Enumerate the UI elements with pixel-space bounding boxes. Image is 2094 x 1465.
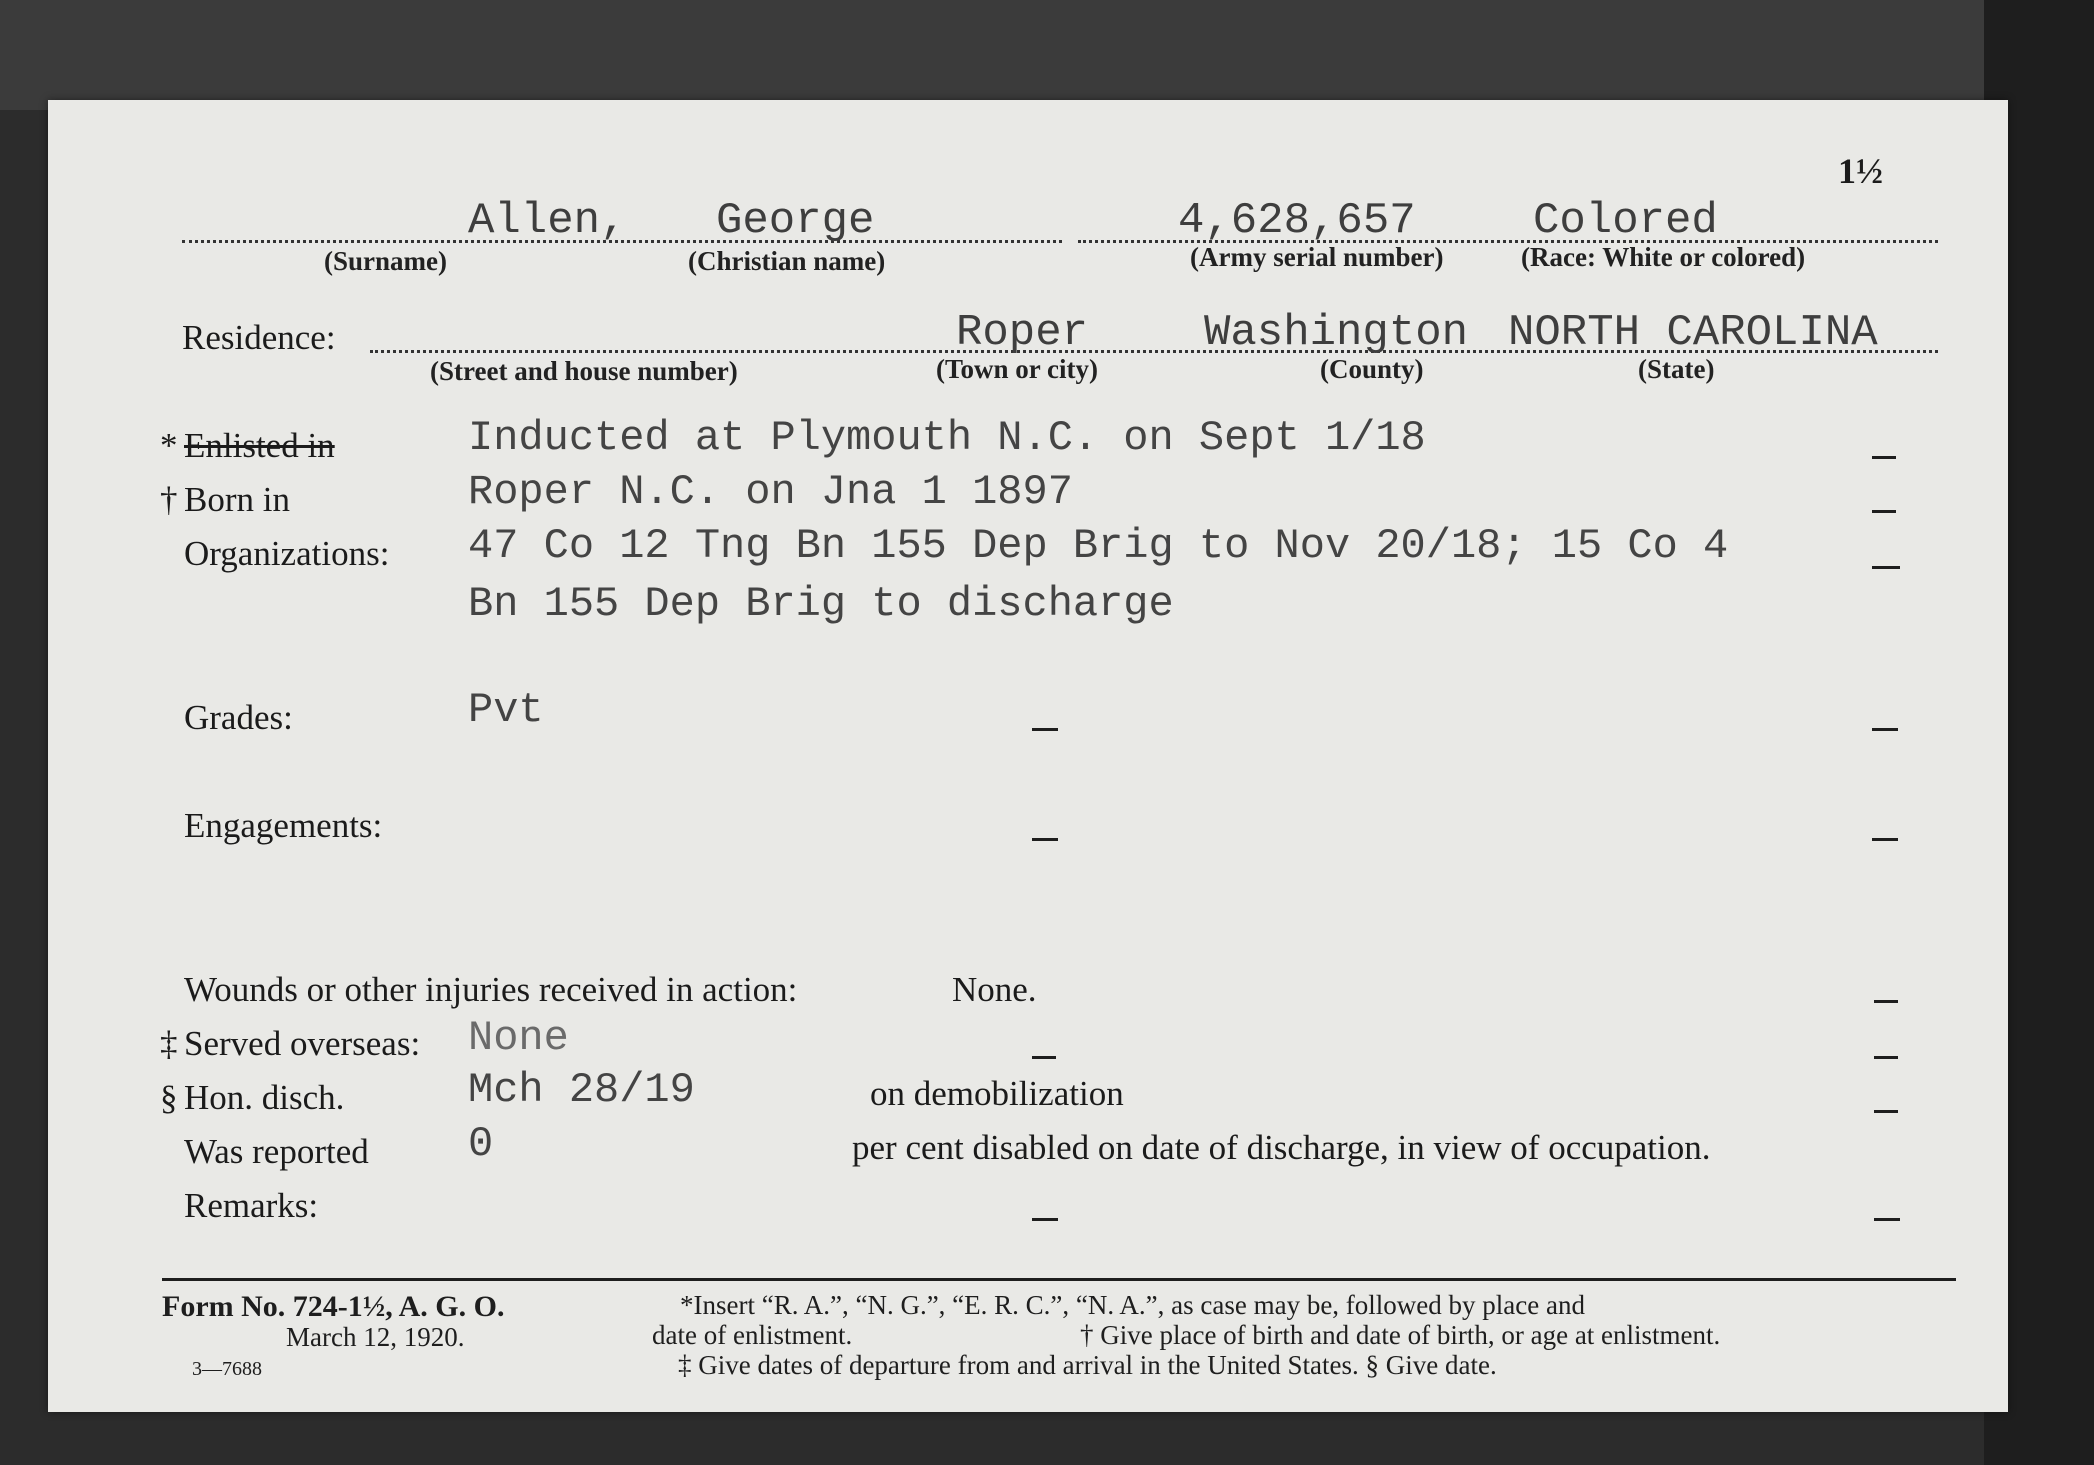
wounds-end-dash xyxy=(1874,1000,1898,1003)
county-caption: (County) xyxy=(1320,354,1424,384)
organizations-end-dash xyxy=(1872,566,1900,569)
discharge-end-dash xyxy=(1874,1110,1898,1113)
wounds-value: None. xyxy=(952,970,1037,1009)
residence-town-value: Roper xyxy=(956,308,1089,358)
overseas-marker: ‡ xyxy=(160,1024,178,1063)
organizations-value-line2: Bn 155 Dep Brig to discharge xyxy=(468,580,1174,628)
enlisted-end-dash xyxy=(1872,456,1896,459)
organizations-value-line1: 47 Co 12 Tng Bn 155 Dep Brig to Nov 20/18; 15 Co 4 xyxy=(468,522,1729,570)
card-number: 1½ xyxy=(1838,151,1883,191)
discharge-marker: § xyxy=(160,1078,178,1117)
form-number: Form No. 724-1½, A. G. O. xyxy=(162,1290,505,1323)
born-marker: † xyxy=(160,480,178,519)
christian-name-value: George xyxy=(716,196,875,246)
form-date: March 12, 1920. xyxy=(286,1322,465,1352)
overseas-label: Served overseas: xyxy=(184,1024,421,1063)
organizations-label: Organizations: xyxy=(184,534,390,573)
scan-background-top xyxy=(0,0,2094,110)
discharge-note: on demobilization xyxy=(870,1074,1124,1113)
serial-number-value: 4,628,657 xyxy=(1178,196,1416,246)
born-end-dash xyxy=(1872,510,1896,513)
street-caption: (Street and house number) xyxy=(430,356,738,386)
overseas-mid-dash xyxy=(1032,1056,1056,1059)
footnote-overseas: ‡ Give dates of departure from and arrival in the United States. § Give date. xyxy=(678,1350,1497,1380)
race-value: Colored xyxy=(1533,196,1718,246)
discharge-value: Mch 28/19 xyxy=(468,1066,695,1114)
footer-rule xyxy=(162,1278,1956,1281)
grades-mid-dash xyxy=(1032,728,1058,731)
footnote-insert: *Insert “R. A.”, “N. G.”, “E. R. C.”, “N. A.”, as case may be, followed by place and xyxy=(680,1290,1585,1320)
reported-note: per cent disabled on date of discharge, in view of occupation. xyxy=(852,1128,1711,1167)
race-caption: (Race: White or colored) xyxy=(1521,242,1806,272)
remarks-mid-dash xyxy=(1032,1218,1058,1221)
grades-value: Pvt xyxy=(468,686,544,734)
residence-state-value: NORTH CAROLINA xyxy=(1508,308,1878,358)
enlisted-label: Enlisted in xyxy=(184,426,335,465)
remarks-end-dash xyxy=(1874,1218,1900,1221)
enlisted-marker: * xyxy=(160,426,178,465)
christian-name-caption: (Christian name) xyxy=(688,246,886,276)
residence-label: Residence: xyxy=(182,318,336,357)
overseas-end-dash xyxy=(1874,1056,1898,1059)
footnote-enlistment: date of enlistment. xyxy=(652,1320,853,1350)
engagements-end-dash xyxy=(1872,838,1898,841)
reported-value: 0 xyxy=(468,1120,494,1168)
discharge-label: Hon. disch. xyxy=(184,1078,345,1117)
grades-end-dash xyxy=(1872,728,1898,731)
reported-label: Was reported xyxy=(184,1132,369,1171)
surname-caption: (Surname) xyxy=(324,246,447,276)
town-caption: (Town or city) xyxy=(936,354,1098,384)
surname-value: Allen, xyxy=(468,196,627,246)
engagements-label: Engagements: xyxy=(184,806,383,845)
service-record-card xyxy=(48,100,2008,1412)
wounds-label: Wounds or other injuries received in action: xyxy=(184,970,798,1009)
state-caption: (State) xyxy=(1638,354,1715,384)
serial-number-caption: (Army serial number) xyxy=(1190,242,1444,272)
engagements-mid-dash xyxy=(1032,838,1058,841)
grades-label: Grades: xyxy=(184,698,293,737)
overseas-value: None xyxy=(468,1014,569,1062)
born-label: Born in xyxy=(184,480,290,519)
enlisted-value: Inducted at Plymouth N.C. on Sept 1/18 xyxy=(468,414,1426,462)
remarks-label: Remarks: xyxy=(184,1186,319,1225)
footnote-birth: † Give place of birth and date of birth, or age at enlistment. xyxy=(1080,1320,1721,1350)
residence-county-value: Washington xyxy=(1204,308,1469,358)
born-value: Roper N.C. on Jna 1 1897 xyxy=(468,468,1073,516)
print-code: 3—7688 xyxy=(192,1358,262,1380)
